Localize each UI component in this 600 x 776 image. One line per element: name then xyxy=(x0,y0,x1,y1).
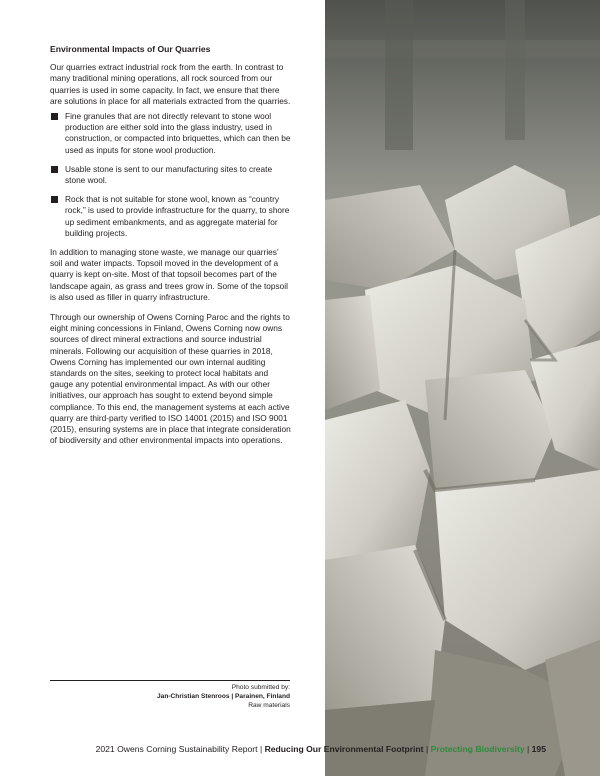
bullet-item xyxy=(50,111,292,156)
square-bullet-icon xyxy=(51,113,58,120)
bullet-item xyxy=(50,194,292,239)
bullet-text: Rock that is not suitable for stone wool, known as “country rock,” is used to provide infrastructure for the quarry, to shore up sediment embankments, and as aggregate material for building projects. xyxy=(65,194,290,238)
caption-photographer: Jan-Christian Stenroos | Parainen, Finland xyxy=(156,693,290,701)
main-text-column xyxy=(50,44,292,447)
square-bullet-icon xyxy=(51,166,58,173)
footer-separator: | xyxy=(425,744,429,754)
rock-pile-illustration xyxy=(325,0,600,776)
footer-report-title: 2021 Owens Corning Sustainability Report xyxy=(95,744,258,754)
limestone-photo xyxy=(325,0,600,776)
caption-credit-label: Photo submitted by: xyxy=(231,684,290,691)
bullet-text: Fine granules that are not directly relevant to stone wool production are either sold into the glass industry, used in construction, or compacted into briquettes, which can then be used as inputs for stone wool production. xyxy=(65,111,291,155)
intro-paragraph: Our quarries extract industrial rock from the earth. In contrast to many traditional mining operations, all rock sourced from our quarries is used in some capacity. In fact, we ensure that there are solutions in place for all materials extracted from the quarries. xyxy=(50,62,291,106)
footer-subsection-link[interactable]: Protecting Biodiversity xyxy=(430,744,525,754)
photo-caption xyxy=(50,683,290,711)
caption-description: Raw materials xyxy=(248,702,290,710)
caption-divider xyxy=(50,680,290,681)
footer-separator: | xyxy=(527,744,530,754)
ownership-paragraph: Through our ownership of Owens Corning Paroc and the rights to eight mining concessions in Finland, Owens Corning now owns sources of direct mineral extractions and source industrial minerals. Following our acquisition of these quarries in 2018, Owens Corning has implemented our own internal auditing standards on the sites, seeking to protect local habitats and gauge any potential environmental impact. As with our other initiatives, our approach has sought to extend beyond simple compliance. To this end, the management systems at each active quarry are third-party verified to ISO 14001 (2015) and ISO 9001 (2015), ensuring systems are in place that integrate consideration of biodiversity and other environmental impacts into operations. xyxy=(50,312,291,446)
page-footer xyxy=(0,744,546,754)
soil-water-paragraph: In addition to managing stone waste, we manage our quarries’ soil and water impacts. Topsoil moved in the development of a quarry is kept on-site. Most of that topsoil becomes part of the landscape again, as grass and trees grow in. Some of the topsoil is also used as filler in quarry infrastructure. xyxy=(50,247,288,302)
square-bullet-icon xyxy=(51,196,58,203)
bullet-text: Usable stone is sent to our manufacturing sites to create stone wool. xyxy=(65,163,273,186)
page-number: 195 xyxy=(531,744,546,754)
footer-separator: | xyxy=(259,744,263,754)
bullet-list xyxy=(50,111,292,239)
bullet-item xyxy=(50,164,292,186)
footer-chapter-link[interactable]: Reducing Our Environmental Footprint xyxy=(264,744,424,754)
section-heading: Environmental Impacts of Our Quarries xyxy=(50,44,211,54)
